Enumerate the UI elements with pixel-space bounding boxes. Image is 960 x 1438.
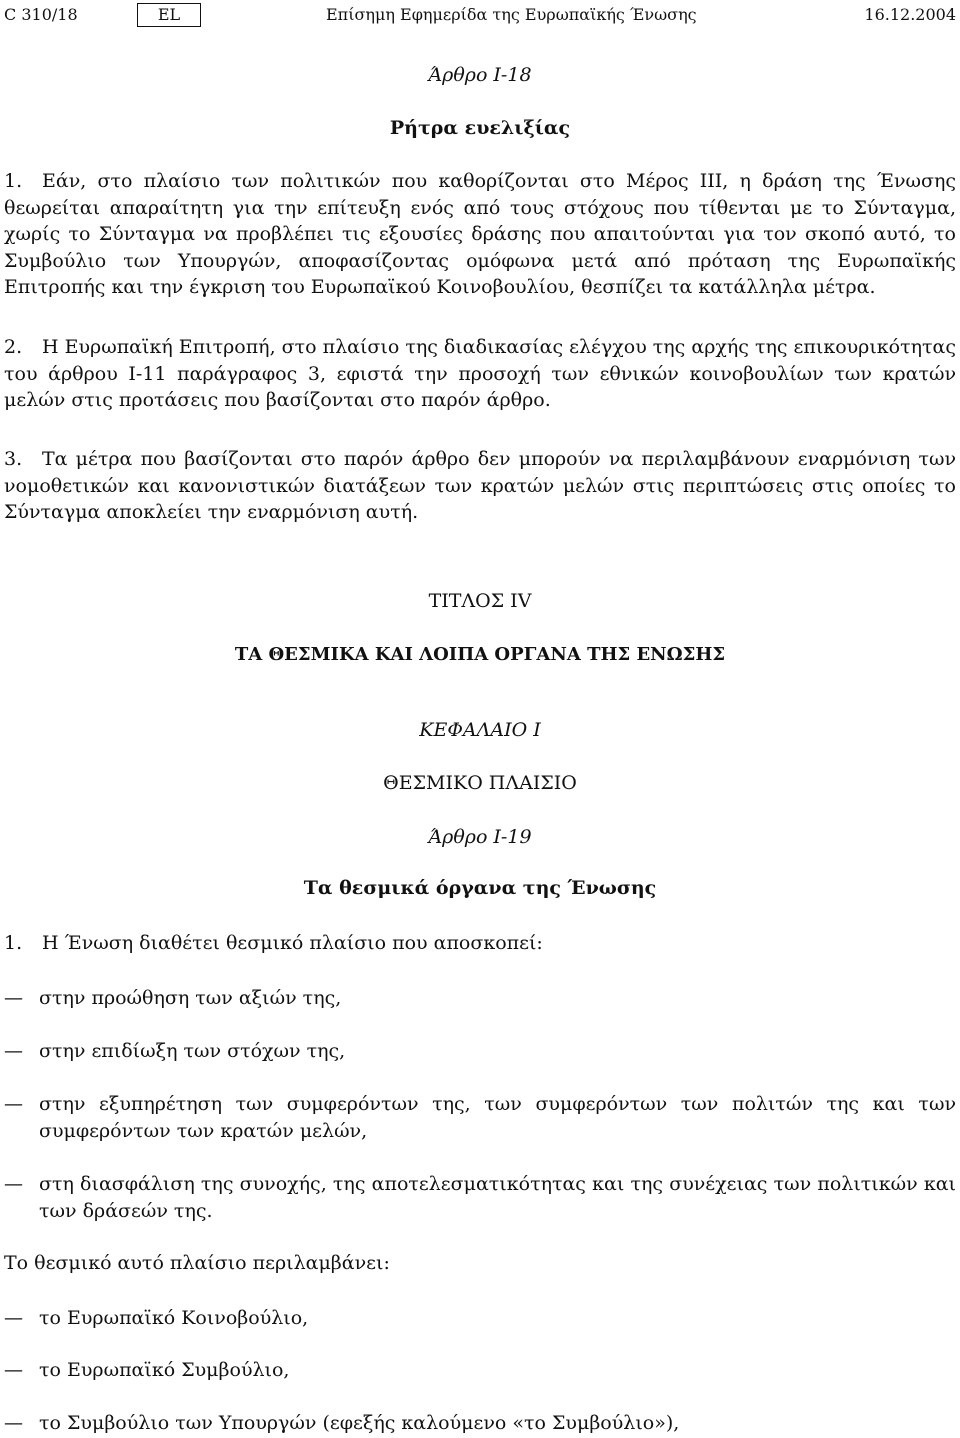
paragraph-number: 2. — [4, 336, 23, 358]
article-18-paragraph-1 — [4, 168, 956, 301]
paragraph-text: Η Ευρωπαϊκή Επιτροπή, στο πλαίσιο της διαδικασίας ελέγχου της αρχής της επικουρικότητας του άρθρου I-11 παράγραφος 3, εφιστά την προσοχή των εθνικών κοινοβουλίων των κρατών μελών στις προτάσεις που βασίζονται στο παρόν άρθρο. — [4, 336, 956, 411]
dash-marker: — — [4, 1359, 23, 1381]
paragraph-number: 1. — [4, 932, 23, 954]
article-18-paragraph-2 — [4, 334, 956, 414]
paragraph-text: Τα μέτρα που βασίζονται στο παρόν άρθρο δεν μπορούν να περιλαμβάνουν εναρμόνιση των νομοθετικών και κανονιστικών διατάξεων των κρατών μελών στις περιπτώσεις στις οποίες το Σύνταγμα αποκλείει την εναρμόνιση αυτή. — [4, 448, 956, 523]
institution-list-item — [4, 1305, 956, 1332]
list-item-text: στην προώθηση των αξιών της, — [39, 987, 342, 1009]
dash-marker: — — [4, 1307, 23, 1329]
article-18-label: Άρθρο I-18 — [428, 64, 532, 86]
paragraph-text: Η Ένωση διαθέτει θεσμικό πλαίσιο που αποσκοπεί: — [42, 932, 543, 954]
dash-marker: — — [4, 1040, 23, 1062]
article-18-paragraph-3 — [4, 446, 956, 526]
dash-marker: — — [4, 1173, 23, 1195]
journal-title: Επίσημη Εφημερίδα της Ευρωπαϊκής Ένωσης — [326, 5, 697, 24]
list-item-text: το Ευρωπαϊκό Συμβούλιο, — [39, 1359, 290, 1381]
institution-list-item — [4, 1410, 956, 1437]
paragraph-text: Εάν, στο πλαίσιο των πολιτικών που καθορίζονται στο Μέρος ΙΙΙ, η δράση της Ένωσης θεωρείται απαραίτητη για την επίτευξη ενός από τους στόχους που τίθενται με το Σύνταγμα, χωρίς το Σύνταγμα να προβλέπει τις εξουσίες δράσης που απαιτούνται για τον σκοπό αυτό, το Συμβούλιο των Υπουργών, αποφασίζοντας ομόφωνα μετά από πρόταση της Ευρωπαϊκής Επιτροπής και την έγκριση του Ευρωπαϊκού Κοινοβουλίου, θεσπίζει τα κατάλληλα μέτρα. — [4, 170, 956, 298]
paragraph-number: 1. — [4, 170, 23, 192]
dash-marker: — — [4, 1412, 23, 1434]
article-19-intro-2: Το θεσμικό αυτό πλαίσιο περιλαμβάνει: — [4, 1252, 390, 1274]
title-iv-label: ΤΙΤΛΟΣ IV — [428, 590, 532, 612]
list-item-text: στην εξυπηρέτηση των συμφερόντων της, των συμφερόντων των πολιτών της και των συμφερόντων των κρατών μελών, — [39, 1093, 956, 1142]
chapter-i-heading: ΘΕΣΜΙΚΟ ΠΛΑΙΣΙΟ — [383, 772, 577, 794]
article-19-paragraph-1 — [4, 930, 956, 957]
list-item-text: στη διασφάλιση της συνοχής, της αποτελεσματικότητας και της συνέχειας των πολιτικών και των δράσεών της. — [39, 1173, 956, 1222]
dash-marker: — — [4, 987, 23, 1009]
aim-list-item — [4, 1091, 956, 1144]
paragraph-number: 3. — [4, 448, 23, 470]
publication-date: 16.12.2004 — [864, 5, 956, 24]
list-item-text: το Ευρωπαϊκό Κοινοβούλιο, — [39, 1307, 309, 1329]
article-19-title: Τα θεσμικά όργανα της Ένωσης — [303, 877, 657, 899]
dash-marker: — — [4, 1093, 23, 1115]
aim-list-item — [4, 1171, 956, 1224]
page-header — [0, 4, 960, 30]
list-item-text: στην επιδίωξη των στόχων της, — [39, 1040, 346, 1062]
aim-list-item — [4, 985, 956, 1012]
list-item-text: το Συμβούλιο των Υπουργών (εφεξής καλούμενο «το Συμβούλιο»), — [39, 1412, 680, 1434]
title-iv-heading: ΤΑ ΘΕΣΜΙΚΑ ΚΑΙ ΛΟΙΠΑ ΟΡΓΑΝΑ ΤΗΣ ΕΝΩΣΗΣ — [234, 644, 726, 665]
chapter-i-label: ΚΕΦΑΛΑΙΟ I — [419, 719, 541, 741]
language-badge: EL — [137, 3, 201, 27]
aim-list-item — [4, 1038, 956, 1065]
journal-reference: C 310/18 — [4, 5, 78, 24]
article-19-label: Άρθρο I-19 — [428, 826, 532, 848]
article-18-title: Ρήτρα ευελιξίας — [389, 117, 571, 139]
institution-list-item — [4, 1357, 956, 1384]
